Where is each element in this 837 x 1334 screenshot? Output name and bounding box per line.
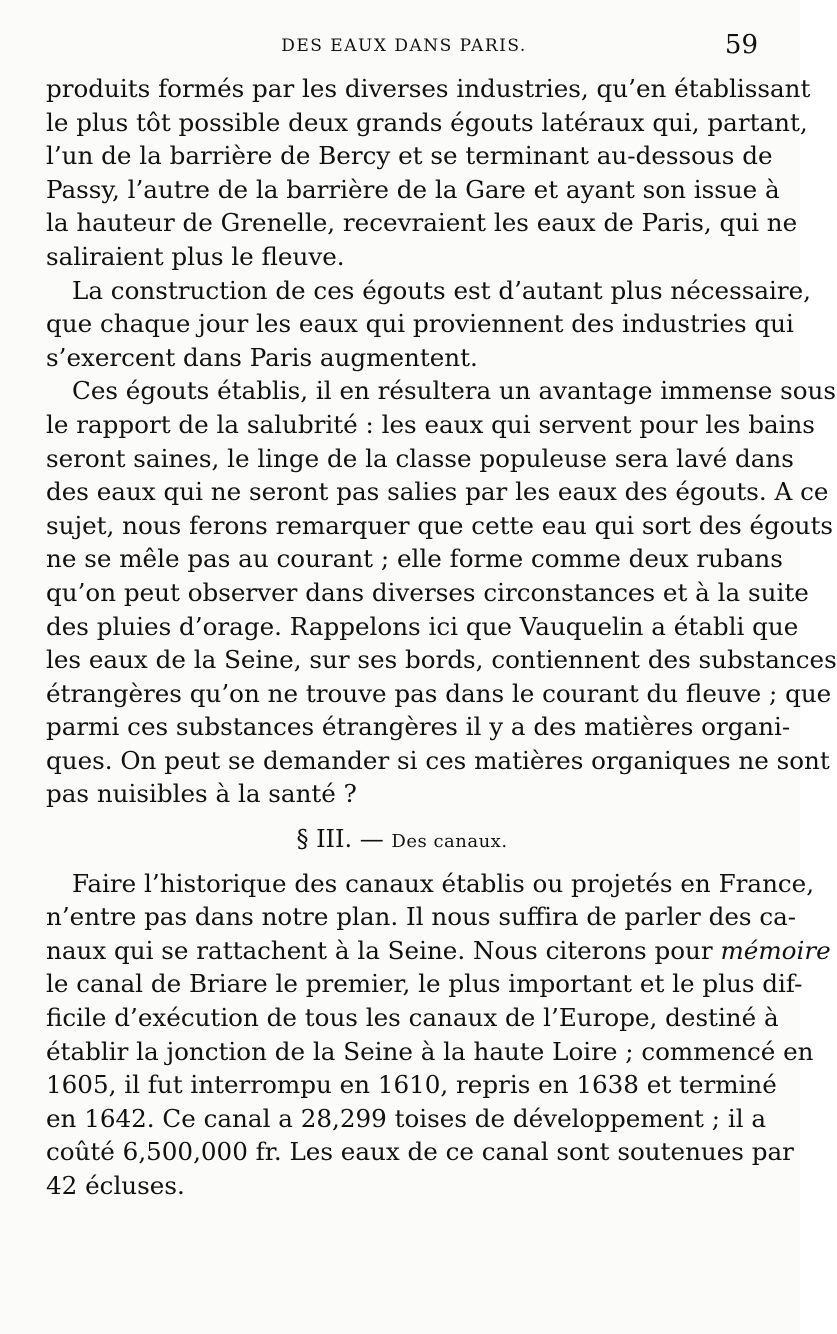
- section-title: Des canaux.: [391, 831, 508, 853]
- paragraph: [46, 867, 831, 1203]
- text-line: s’exercent dans Paris augmentent.: [46, 342, 478, 372]
- text-line: Passy, l’autre de la barrière de la Gare et ayant son issue à: [46, 174, 780, 204]
- text-line: qu’on peut observer dans diverses circonstances et à la suite: [46, 577, 809, 607]
- text-line: La construction de ces égouts est d’autant plus nécessaire,: [72, 275, 812, 305]
- text-line: étrangères qu’on ne trouve pas dans le courant du fleuve ; que: [46, 678, 832, 708]
- paragraph: [46, 274, 812, 375]
- paragraph: [46, 374, 837, 811]
- running-title: DES EAUX DANS PARIS.: [281, 36, 527, 56]
- text-line: parmi ces substances étrangères il y a des matières organi-: [46, 712, 791, 742]
- text-line: saliraient plus le fleuve.: [46, 241, 345, 271]
- text-line: 42 écluses.: [46, 1171, 185, 1200]
- text-line: Faire l’historique des canaux établis ou projetés en France,: [72, 868, 815, 898]
- text-line: 1605, il fut interrompu en 1610, repris en 1638 et terminé: [46, 1070, 777, 1100]
- text-line: pas nuisibles à la santé ?: [46, 779, 357, 809]
- text-line: le rapport de la salubrité : les eaux qui servent pour les bains: [46, 409, 815, 439]
- page-number: 59: [724, 30, 758, 60]
- text-line: n’entre pas dans notre plan. Il nous suffira de parler des ca-: [46, 902, 797, 932]
- page-body: [46, 72, 837, 1203]
- emphasis-memoire: mémoire: [720, 935, 831, 965]
- text-line: ne se mêle pas au courant ; elle forme comme deux rubans: [46, 544, 783, 574]
- text-line: Ces égouts établis, il en résultera un avantage immense sous: [72, 376, 836, 406]
- text-line: des eaux qui ne seront pas salies par les eaux des égouts. A ce: [46, 477, 829, 507]
- paragraph: [46, 72, 811, 274]
- text-line: seront saines, le linge de la classe populeuse sera lavé dans: [46, 443, 794, 473]
- text-line: ques. On peut se demander si ces matières organiques ne sont: [46, 745, 830, 775]
- text-line: l’un de la barrière de Bercy et se terminant au-dessous de: [46, 141, 773, 171]
- text-line: établir la jonction de la Seine à la haute Loire ; commencé en: [46, 1036, 814, 1066]
- text-line: le canal de Briare le premier, le plus important et le plus dif-: [46, 969, 803, 999]
- text-line: les eaux de la Seine, sur ses bords, contiennent des substances: [46, 645, 837, 675]
- text-line: produits formés par les diverses industries, qu’en établissant: [46, 74, 811, 103]
- text-line: coûté 6,500,000 fr. Les eaux de ce canal sont soutenues par: [46, 1137, 794, 1167]
- text-line: des pluies d’orage. Rappelons ici que Vauquelin a établi que: [46, 611, 799, 641]
- text-line: la hauteur de Grenelle, recevraient les eaux de Paris, qui ne: [46, 208, 798, 238]
- text-line: en 1642. Ce canal a 28,299 toises de développement ; il a: [46, 1103, 767, 1133]
- section-number: § III. —: [296, 825, 384, 854]
- section-heading: [46, 823, 758, 857]
- text-line-with-emphasis: [46, 934, 831, 968]
- text-line-start: naux qui se rattachent à la Seine. Nous citerons pour: [46, 935, 721, 965]
- text-line: sujet, nous ferons remarquer que cette eau qui sort des égouts: [46, 510, 833, 540]
- page-header: [48, 32, 760, 62]
- text-line: ficile d’exécution de tous les canaux de l’Europe, destiné à: [46, 1003, 779, 1033]
- text-line: le plus tôt possible deux grands égouts latéraux qui, partant,: [46, 107, 808, 137]
- text-line: que chaque jour les eaux qui proviennent des industries qui: [46, 309, 794, 339]
